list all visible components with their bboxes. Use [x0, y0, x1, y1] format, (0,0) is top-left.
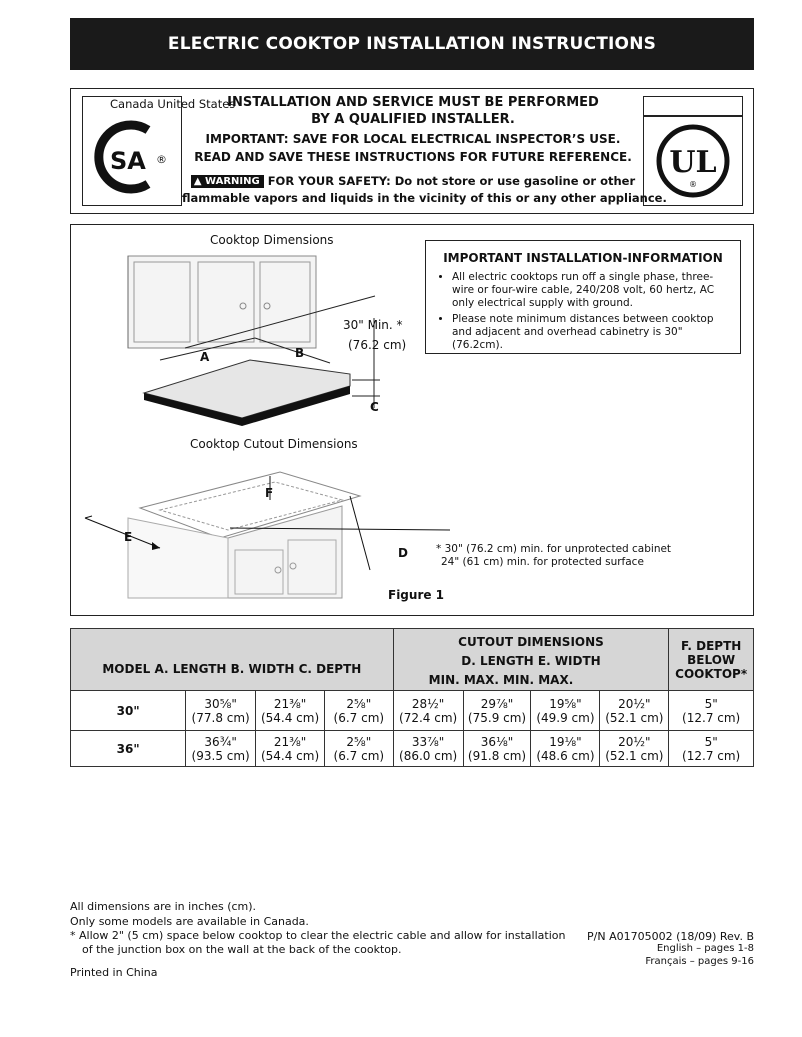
dim-inches: 29⅞"	[480, 696, 514, 711]
dimension-letter-a: A	[200, 350, 210, 364]
dim-inches: 5"	[704, 734, 718, 749]
dim-inches: 5"	[704, 696, 718, 711]
dim-inches: 36⅛"	[480, 734, 514, 749]
model-cell: 36"	[71, 731, 186, 767]
table-header-model: MODEL A. LENGTH B. WIDTH C. DEPTH	[71, 629, 394, 691]
dim-inches: 2⅝"	[346, 734, 372, 749]
notice-line-3: IMPORTANT: SAVE FOR LOCAL ELECTRICAL INSPECTOR’S USE.	[205, 132, 621, 146]
dim-cell	[531, 691, 600, 731]
footer-note-1: All dimensions are in inches (cm).	[70, 900, 257, 913]
cutout-dimensions-label: Cooktop Cutout Dimensions	[190, 437, 358, 451]
english-pages: English – pages 1-8	[656, 943, 754, 954]
dim-cm: (48.6 cm)	[536, 748, 595, 763]
dim-cm: (52.1 cm)	[605, 748, 664, 763]
footer-note-3: * Allow 2" (5 cm) space below cooktop to clear the electric cable and allow for installation	[70, 929, 566, 942]
model-cell: 30"	[71, 691, 186, 731]
dimension-letter-b: B	[295, 346, 305, 360]
warning-text: FOR YOUR SAFETY: Do not store or use gasoline or other	[267, 174, 636, 188]
warning-badge-text: WARNING	[205, 176, 260, 187]
dim-cm: (49.9 cm)	[536, 710, 595, 725]
printed-in: Printed in China	[70, 966, 158, 979]
dimension-letter-d: D	[398, 546, 408, 560]
dim-cm: (86.0 cm)	[399, 748, 458, 763]
ul-registered-mark: ®	[689, 180, 697, 189]
dim-cell	[463, 691, 531, 731]
dim-inches: 19⅝"	[549, 696, 582, 711]
dim-inches: 33⅞"	[411, 734, 445, 749]
dim-cm: (6.7 cm)	[333, 748, 385, 763]
ul-label-frame	[643, 96, 743, 116]
dim-inches: 19⅛"	[549, 734, 582, 749]
dim-cell	[600, 731, 669, 767]
warning-text-2: flammable vapors and liquids in the vicinity of this or any other appliance.	[182, 191, 667, 205]
dim-cell	[463, 731, 531, 767]
cutout-subheader: D. LENGTH E. WIDTH	[461, 653, 601, 668]
dim-cm: (93.5 cm)	[191, 748, 250, 763]
table-header-cutout	[393, 629, 669, 691]
figure-footnote-2: 24" (61 cm) min. for protected surface	[441, 556, 644, 568]
dim-cm: (77.8 cm)	[191, 710, 250, 725]
dim-cell	[256, 691, 325, 731]
french-pages: Français – pages 9-16	[645, 956, 754, 967]
figure-footnote-1: * 30" (76.2 cm) min. for unprotected cabinet	[436, 543, 672, 555]
dim-inches: 21⅜"	[273, 734, 307, 749]
cutout-dimensions-diagram	[80, 458, 450, 603]
depth-header-line-2: BELOW	[687, 652, 736, 667]
csa-registered-mark: ®	[156, 153, 167, 166]
ul-logo	[653, 121, 733, 201]
installation-info-box	[425, 240, 741, 354]
dim-cell	[393, 731, 463, 767]
table-row	[71, 731, 754, 767]
dim-cm: (6.7 cm)	[333, 710, 385, 725]
notice-line-2: BY A QUALIFIED INSTALLER.	[311, 112, 515, 127]
dim-cell	[531, 731, 600, 767]
dim-inches: 20½"	[618, 696, 651, 711]
safety-warning	[182, 174, 644, 188]
dim-cm: (72.4 cm)	[399, 710, 458, 725]
depth-header-line-1: F. DEPTH	[680, 638, 742, 653]
cutout-header: CUTOUT DIMENSIONS	[458, 634, 604, 649]
info-bullet-clearance: • Please note minimum distances between cooktop and adjacent and overhead cabinetry is 30" (76.2cm).	[452, 313, 728, 352]
figure-caption: Figure 1	[388, 588, 445, 602]
table-row	[71, 691, 754, 731]
minimum-clearance-metric: (76.2 cm)	[348, 338, 407, 352]
info-bullet-electrical: • All electric cooktops run off a single phase, three-wire or four-wire cable, 240/208 volt, 60 hertz, AC only electrical supply with ground.	[452, 271, 728, 310]
dimension-letter-f: F	[265, 486, 274, 500]
dim-cm: (54.4 cm)	[260, 748, 320, 763]
depth-header-line-3: COOKTOP*	[675, 666, 748, 681]
dim-cm: (12.7 cm)	[682, 710, 741, 725]
dim-cell	[324, 731, 393, 767]
dim-cell	[186, 731, 256, 767]
dim-cm: (54.4 cm)	[260, 710, 320, 725]
dim-cell	[393, 691, 463, 731]
dimensions-table	[70, 628, 754, 767]
dim-cm: (91.8 cm)	[467, 748, 527, 763]
footer-note-2: Only some models are available in Canada.	[70, 915, 309, 928]
dim-cell	[186, 691, 256, 731]
dim-cell	[324, 691, 393, 731]
table-header-depth	[669, 629, 754, 691]
notice-line-1: INSTALLATION AND SERVICE MUST BE PERFORMED	[227, 95, 599, 110]
certification-label: Canada United States	[110, 97, 236, 111]
dim-inches: 36¾"	[204, 734, 237, 749]
dim-inches: 28½"	[411, 696, 445, 711]
cooktop-dimensions-label: Cooktop Dimensions	[210, 233, 334, 247]
installation-info-header: IMPORTANT INSTALLATION-INFORMATION	[443, 251, 723, 265]
dim-cell	[256, 731, 325, 767]
dim-inches: 2⅝"	[346, 696, 372, 711]
dimension-letter-c: C	[370, 400, 379, 414]
dim-inches: 20½"	[618, 734, 651, 749]
csa-letters: SA	[110, 147, 146, 175]
notice-line-4: READ AND SAVE THESE INSTRUCTIONS FOR FUTURE REFERENCE.	[194, 150, 632, 164]
dim-cm: (12.7 cm)	[682, 748, 741, 763]
dim-cm: (52.1 cm)	[605, 710, 664, 725]
document-title: ELECTRIC COOKTOP INSTALLATION INSTRUCTIONS	[70, 18, 754, 70]
warning-badge: ▲ WARNING	[191, 175, 264, 188]
dim-cell	[600, 691, 669, 731]
cutout-minmax: MIN. MAX. MIN. MAX.	[428, 672, 574, 687]
footer-note-4: of the junction box on the wall at the back of the cooktop.	[82, 943, 402, 956]
dim-cm: (75.9 cm)	[467, 710, 527, 725]
csa-logo	[90, 118, 180, 198]
dimension-letter-e: E	[124, 530, 133, 544]
dim-inches: 21⅜"	[273, 696, 307, 711]
part-number: P/N A01705002 (18/09) Rev. B	[587, 930, 754, 943]
dim-inches: 30⅝"	[204, 696, 237, 711]
minimum-clearance-label: 30" Min. *	[343, 318, 403, 332]
dim-cell	[669, 731, 754, 767]
dim-cell	[669, 691, 754, 731]
ul-letters: UL	[669, 145, 717, 180]
